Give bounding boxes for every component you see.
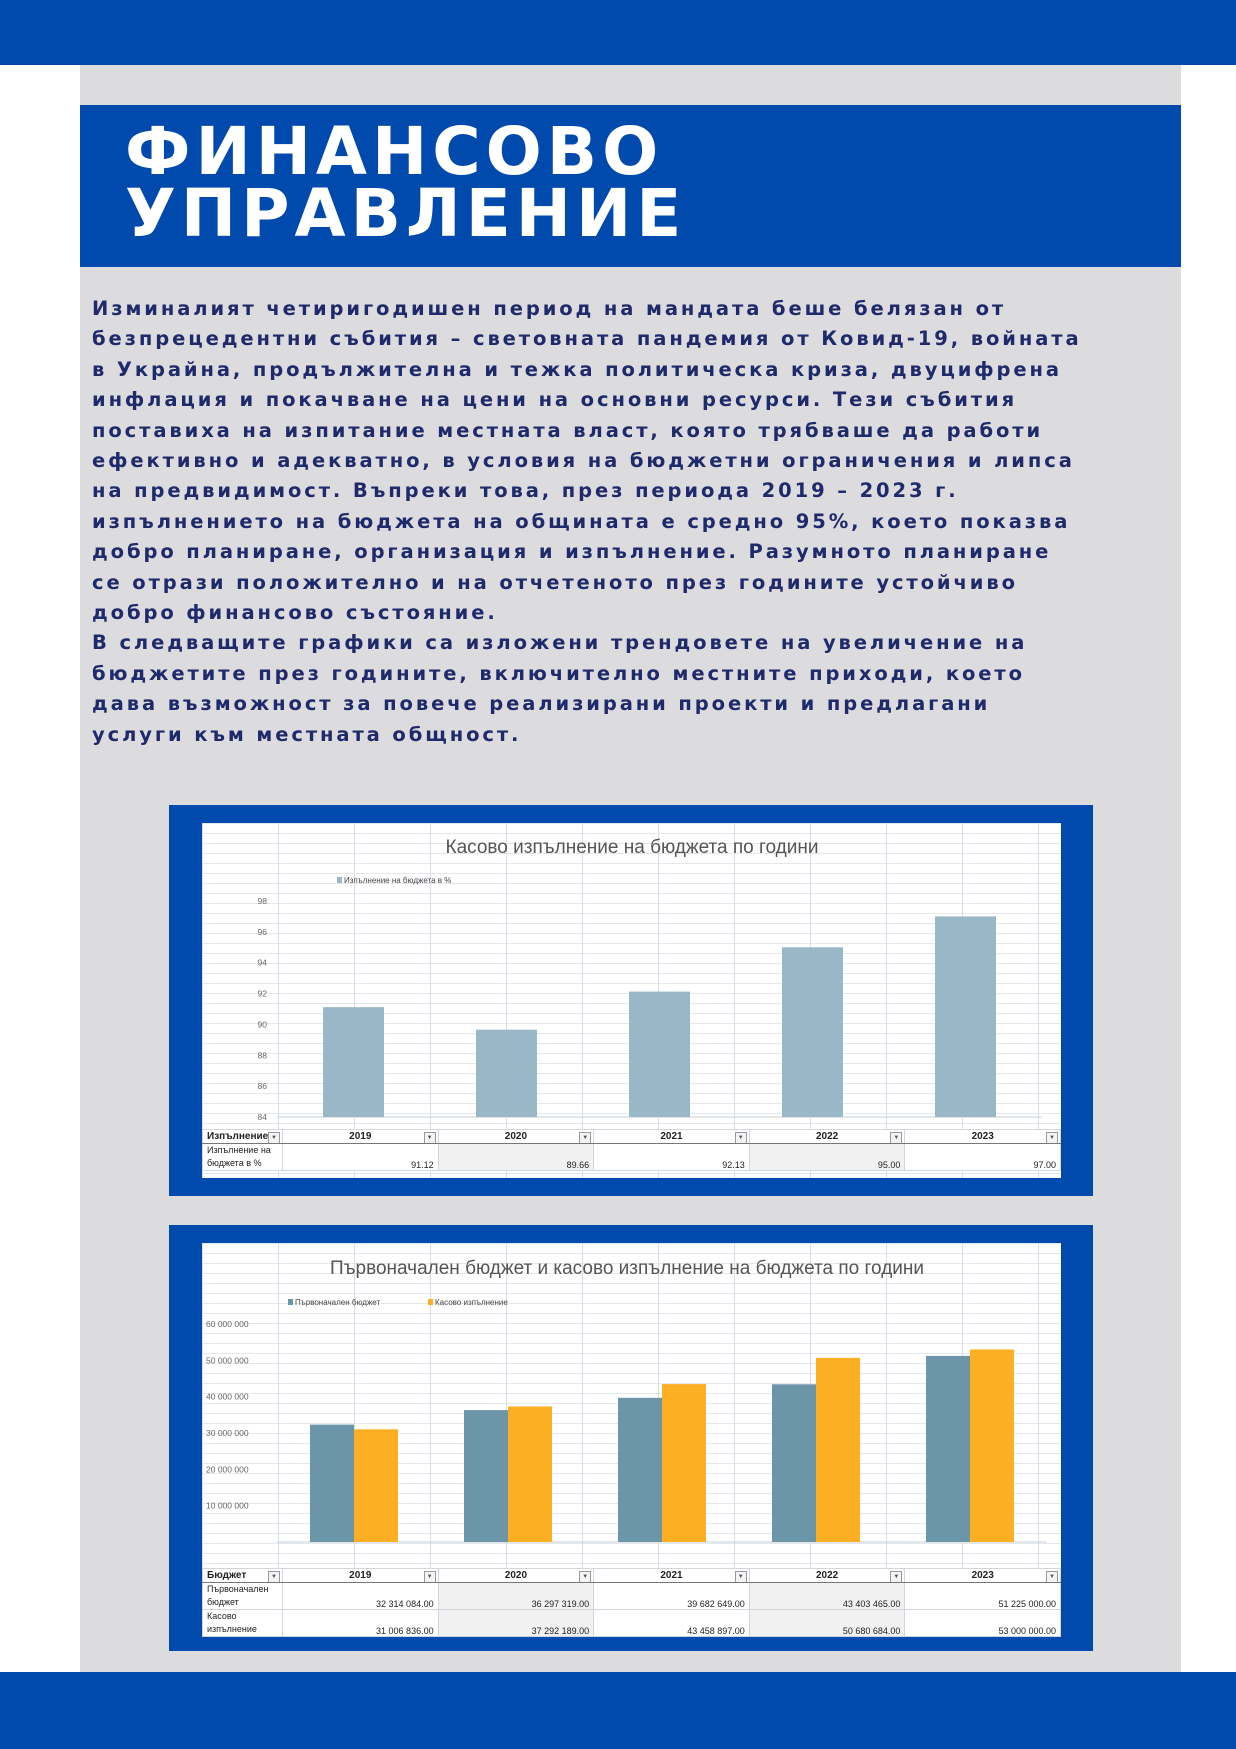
column-label: 2019 — [349, 1570, 372, 1581]
y-tick-label: 84 — [257, 1112, 267, 1122]
bar — [926, 1356, 970, 1542]
bar — [323, 1007, 384, 1117]
y-tick-label: 88 — [257, 1050, 267, 1061]
y-tick-label: 96 — [257, 926, 267, 937]
y-tick-label: 60 000 000 — [206, 1319, 249, 1329]
spreadsheet-screenshot — [202, 1243, 1061, 1636]
legend-swatch — [428, 1299, 433, 1305]
table-header-cell — [905, 1130, 1061, 1144]
intro-paragraph — [92, 294, 1182, 750]
budget-vs-execution-chart — [202, 1243, 1061, 1568]
y-tick-label: 50 000 000 — [206, 1355, 249, 1366]
bar — [508, 1407, 552, 1542]
table-cell[interactable]: 89.66 — [438, 1144, 594, 1171]
bar — [970, 1349, 1014, 1542]
bar — [782, 947, 843, 1117]
row-label: Първоначален бюджет — [203, 1583, 283, 1610]
y-tick-label: 20 000 000 — [206, 1464, 249, 1475]
budget-data-table — [202, 1568, 1061, 1637]
bottom-blue-band — [0, 1672, 1236, 1749]
text-line: добро финансово състояние. — [92, 601, 498, 625]
text-line: дава възможност за повече реализирани проекти и предлагани — [92, 692, 991, 716]
bar — [476, 1030, 537, 1117]
legend-swatch — [288, 1299, 293, 1305]
table-header-row — [203, 1569, 1061, 1583]
text-line: Изминалият четиригодишен период на мандата беше белязан от — [92, 297, 1007, 320]
text-line: бюджетите през годините, включително местните приходи, което — [92, 661, 1025, 685]
bar — [354, 1429, 398, 1542]
text-line: изпълнението на бюджета на общината е средно 95%, което показва — [92, 509, 1071, 533]
legend-entry: Първоначален бюджет — [295, 1298, 381, 1307]
bar — [772, 1384, 816, 1542]
table-cell[interactable]: 50 680 684.00 — [749, 1610, 905, 1637]
y-tick-label: 90 — [257, 1019, 267, 1030]
table-cell[interactable]: 91.12 — [283, 1144, 439, 1171]
table-cell[interactable]: 37 292 189.00 — [438, 1610, 594, 1637]
column-label: 2021 — [660, 1570, 683, 1581]
y-tick-label: 10 000 000 — [206, 1500, 249, 1511]
text-line: в Украйна, продължителна и тежка политическа криза, двуцифрена — [92, 357, 1062, 381]
column-label: 2023 — [971, 1131, 994, 1142]
table-header-row — [203, 1130, 1061, 1144]
table-row — [203, 1610, 1061, 1637]
table-header-cell — [203, 1569, 283, 1583]
y-tick-label: 94 — [257, 957, 267, 968]
filter-dropdown-icon[interactable]: ▼ — [890, 1132, 902, 1144]
text-line: инфлация и покачване на цени на основни ресурси. Тези събития — [92, 388, 1017, 412]
filter-dropdown-icon[interactable]: ▼ — [268, 1132, 280, 1144]
table-cell[interactable]: 51 225 000.00 — [905, 1583, 1061, 1610]
y-tick-label: 30 000 000 — [206, 1428, 249, 1438]
table-header-cell — [749, 1569, 905, 1583]
table-header-cell — [283, 1130, 439, 1144]
text-line: услуги към местната общност. — [92, 722, 522, 746]
y-tick-label: 98 — [257, 896, 267, 906]
top-blue-band — [0, 0, 1236, 65]
filter-dropdown-icon[interactable]: ▼ — [735, 1132, 747, 1144]
table-header-cell — [749, 1130, 905, 1144]
execution-percent-chart — [202, 823, 1061, 1129]
bar — [618, 1398, 662, 1542]
text-line: поставиха на изпитание местната власт, която трябваше да работи — [92, 418, 1044, 442]
filter-dropdown-icon[interactable]: ▼ — [735, 1571, 747, 1583]
row-label: Касово изпълнение — [203, 1610, 283, 1637]
column-label: 2019 — [349, 1131, 372, 1142]
table-header-cell — [203, 1130, 283, 1144]
table-cell[interactable]: 53 000 000.00 — [905, 1610, 1061, 1637]
chart-frame-budget-vs-execution — [169, 1225, 1093, 1651]
filter-dropdown-icon[interactable]: ▼ — [268, 1571, 280, 1583]
y-tick-label: 86 — [257, 1081, 267, 1092]
filter-dropdown-icon[interactable]: ▼ — [424, 1132, 436, 1144]
header-label: Бюджет — [207, 1570, 247, 1581]
chart-title: Първоначален бюджет и касово изпълнение на бюджета по години — [329, 1258, 925, 1279]
column-label: 2023 — [971, 1570, 994, 1581]
table-header-cell — [905, 1569, 1061, 1583]
text-line: се отрази положително и на отчетеното през годините устойчиво — [92, 570, 1018, 594]
filter-dropdown-icon[interactable]: ▼ — [1046, 1132, 1058, 1144]
column-label: 2021 — [660, 1131, 683, 1142]
bar — [816, 1358, 860, 1542]
table-row — [203, 1144, 1061, 1171]
column-label: 2022 — [815, 1570, 839, 1581]
bar — [935, 916, 996, 1117]
y-tick-label: 92 — [257, 988, 267, 999]
table-cell[interactable]: 43 403 465.00 — [749, 1583, 905, 1610]
legend-swatch — [337, 877, 342, 883]
table-header-cell — [283, 1569, 439, 1583]
table-cell[interactable]: 32 314 084.00 — [283, 1583, 439, 1610]
chart-title: Касово изпълнение на бюджета по години — [445, 837, 819, 858]
bar — [464, 1410, 508, 1542]
table-header-cell — [438, 1569, 594, 1583]
text-line: добро планиране, организация и изпълнение. Разумното планиране — [92, 540, 1052, 564]
text-line: ефективно и адекватно, в условия на бюджетни ограничения и липса — [92, 449, 1075, 473]
table-header-cell — [594, 1130, 750, 1144]
text-line: безпрецедентни събития – световната пандемия от Ковид-19, войната — [92, 327, 1082, 351]
execution-data-table — [202, 1129, 1061, 1171]
table-cell[interactable]: 92.13 — [594, 1144, 750, 1171]
column-label: 2020 — [504, 1570, 528, 1581]
filter-dropdown-icon[interactable]: ▼ — [1046, 1571, 1058, 1583]
page-title-line-2: УПРАВЛЕНИЕ — [125, 175, 687, 252]
table-cell[interactable]: 97.00 — [905, 1144, 1061, 1171]
header-label: Изпълнение — [207, 1131, 269, 1142]
column-label: 2022 — [815, 1131, 839, 1142]
table-row — [203, 1583, 1061, 1610]
table-cell[interactable]: 95.00 — [749, 1144, 905, 1171]
page-title-line-1: ФИНАНСОВО — [125, 113, 664, 190]
bar — [310, 1425, 354, 1542]
spreadsheet-screenshot — [202, 823, 1061, 1178]
table-cell[interactable]: 36 297 319.00 — [438, 1583, 594, 1610]
text-line: на предвидимост. Въпреки това, през периода 2019 – 2023 г. — [92, 479, 959, 503]
title-banner — [80, 105, 1181, 267]
legend-entry: Изпълнение на бюджета в % — [344, 876, 452, 885]
bar — [662, 1384, 706, 1542]
filter-dropdown-icon[interactable]: ▼ — [890, 1571, 902, 1583]
filter-dropdown-icon[interactable]: ▼ — [579, 1571, 591, 1583]
table-cell[interactable]: 39 682 649.00 — [594, 1583, 750, 1610]
filter-dropdown-icon[interactable]: ▼ — [424, 1571, 436, 1583]
table-cell[interactable]: 43 458 897.00 — [594, 1610, 750, 1637]
chart-frame-execution-percent — [169, 805, 1093, 1196]
table-header-cell — [594, 1569, 750, 1583]
legend-entry: Касово изпълнение — [435, 1298, 508, 1307]
row-label: Изпълнение на бюджета в % — [203, 1144, 283, 1171]
column-label: 2020 — [504, 1131, 528, 1142]
text-line: В следващите графики са изложени трендовете на увеличение на — [92, 631, 1028, 655]
y-tick-label: 40 000 000 — [206, 1391, 249, 1402]
table-header-cell — [438, 1130, 594, 1144]
bar — [629, 992, 690, 1117]
table-cell[interactable]: 31 006 836.00 — [283, 1610, 439, 1637]
filter-dropdown-icon[interactable]: ▼ — [579, 1132, 591, 1144]
